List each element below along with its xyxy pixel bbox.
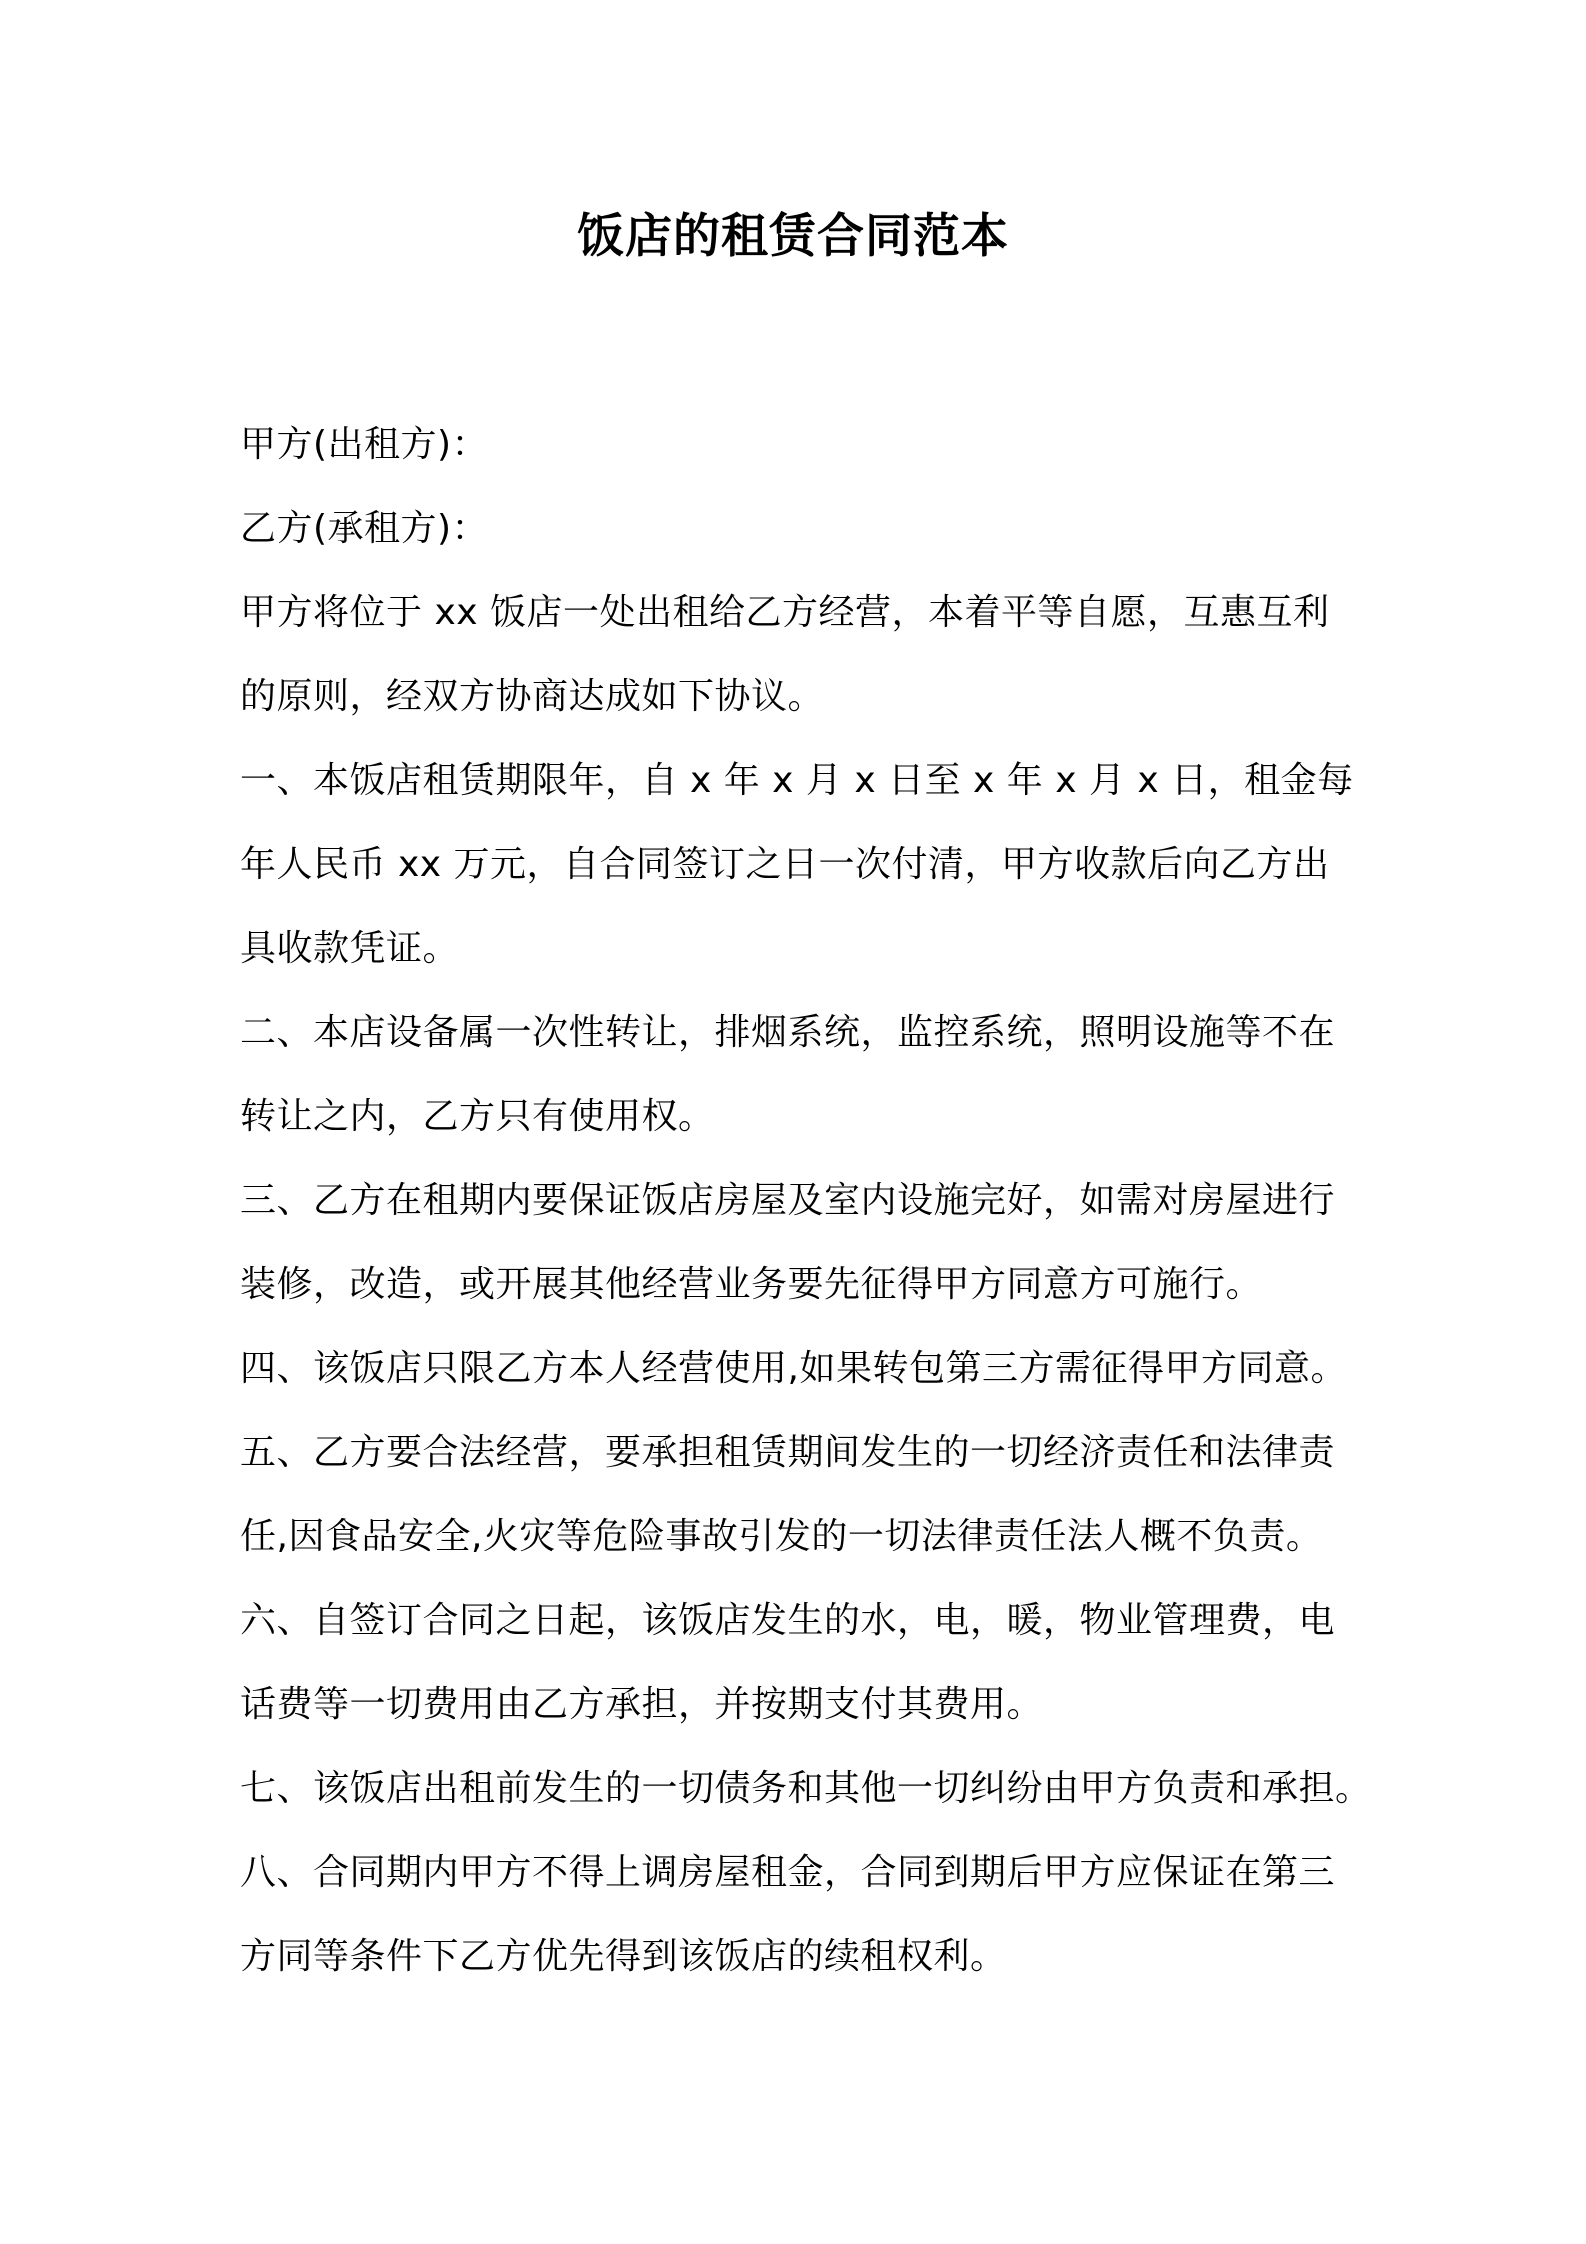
line-clause-8b: 方同等条件下乙方优先得到该饭店的续租权利。 (240, 1936, 1007, 1977)
line-clause-6b: 话费等一切费用由乙方承担，并按期支付其费用。 (240, 1684, 1044, 1725)
line-intro-2: 的原则，经双方协商达成如下协议。 (240, 676, 825, 717)
line-clause-1c: 具收款凭证。 (240, 928, 460, 969)
line-clause-5a: 五、乙方要合法经营，要承担租赁期间发生的一切经济责任和法律责 (240, 1432, 1336, 1473)
line-clause-4: 四、该饭店只限乙方本人经营使用,如果转包第三方需征得甲方同意。 (240, 1348, 1347, 1389)
line-party-b: 乙方(承租方)： (240, 508, 489, 549)
line-clause-6a: 六、自签订合同之日起，该饭店发生的水，电，暖，物业管理费，电 (240, 1600, 1336, 1641)
line-clause-1b: 年人民币 xx 万元，自合同签订之日一次付清，甲方收款后向乙方出 (240, 844, 1330, 885)
line-clause-3b: 装修，改造，或开展其他经营业务要先征得甲方同意方可施行。 (240, 1264, 1263, 1305)
line-clause-3a: 三、乙方在租期内要保证饭店房屋及室内设施完好，如需对房屋进行 (240, 1180, 1336, 1221)
line-intro-1: 甲方将位于 xx 饭店一处出租给乙方经营，本着平等自愿，互惠互利 (240, 592, 1330, 633)
line-clause-2b: 转让之内，乙方只有使用权。 (240, 1096, 715, 1137)
line-clause-1a: 一、本饭店租赁期限年，自 x 年 x 月 x 日至 x 年 x 月 x 日，租金每 (240, 760, 1354, 801)
line-clause-2a: 二、本店设备属一次性转让，排烟系统，监控系统，照明设施等不在 (240, 1012, 1336, 1053)
line-clause-7: 七、该饭店出租前发生的一切债务和其他一切纠纷由甲方负责和承担。 (240, 1768, 1372, 1809)
line-clause-8a: 八、合同期内甲方不得上调房屋租金，合同到期后甲方应保证在第三 (240, 1852, 1336, 1893)
line-clause-5b: 任,因食品安全,火灾等危险事故引发的一切法律责任法人概不负责。 (240, 1516, 1323, 1557)
document-body (240, 403, 1370, 1999)
line-party-a: 甲方(出租方)： (240, 424, 489, 465)
document-title: 饭店的租赁合同范本 (577, 209, 1009, 264)
